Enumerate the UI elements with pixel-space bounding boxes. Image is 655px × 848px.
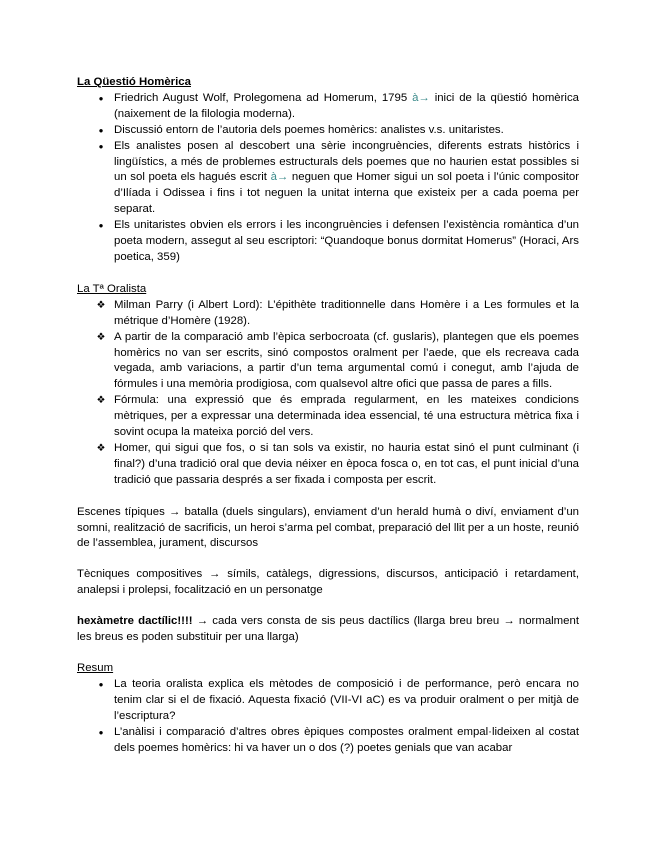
list-item: ● La teoria oralista explica els mètodes de composició i de performance, però encara no tenim clar si el de fixació. Aquesta fixació (VII-VI aC) es va produir oralment o per mitjà de l’escriptura? bbox=[77, 677, 579, 725]
diamond-bullet-icon bbox=[94, 393, 108, 409]
questio-list bbox=[77, 91, 579, 266]
section-title-questio-homerica: La Qüestió Homèrica bbox=[77, 76, 191, 88]
escenes-paragraph: Escenes típiques → batalla (duels singulars), enviament d’un herald humà o diví, enviament d’un somni, realització de sacrificis, un heroi s’arma pel combat, preparació del llit per a un hoste, reunió de l’assemblea, jurament, discursos bbox=[77, 505, 579, 550]
bullet-dot-icon bbox=[94, 123, 108, 139]
bullet-dot-icon bbox=[94, 725, 108, 741]
bullet-dot-icon bbox=[94, 91, 108, 107]
list-item: ❖ Milman Parry (i Albert Lord): L’épithète traditionnelle dans Homère i a Les formules et la métrique d’Homère (1928). bbox=[77, 298, 579, 330]
list-item: ● Els unitaristes obvien els errors i les incongruències i defensen l’existència romàntica d’un poeta modern, assegut al seu escriptori: “Quandoque bonus dormitat Homerus” (Horaci, Ars poetica, 359) bbox=[77, 218, 579, 266]
bullet-dot-icon bbox=[94, 677, 108, 693]
list-item: ● Discussió entorn de l’autoria dels poemes homèrics: analistes v.s. unitaristes. bbox=[77, 123, 579, 139]
tecniques-paragraph: Tècniques compositives → símils, catàlegs, digressions, discursos, anticipació i retardament, analepsi i prolepsi, focalització en un personatge bbox=[77, 568, 579, 597]
section-title-resum: Resum bbox=[77, 662, 114, 674]
hexametre-paragraph: hexàmetre dactílic!!!! → cada vers consta de sis peus dactílics (llarga breu breu → normalment les breus es poden substituir per una llarga) bbox=[77, 615, 580, 644]
hexametre-bold: hexàmetre dactílic!!!! bbox=[77, 615, 193, 628]
bullet-dot-icon bbox=[94, 218, 108, 234]
list-item: ● Friedrich August Wolf, Prolegomena ad Homerum, 1795 à→ inici de la qüestió homèrica (naixement de la filologia moderna). bbox=[77, 91, 579, 123]
oralista-list bbox=[77, 298, 579, 489]
document-body bbox=[77, 75, 579, 756]
resum-list bbox=[77, 677, 579, 757]
diamond-bullet-icon bbox=[94, 298, 108, 314]
bullet-dot-icon bbox=[94, 139, 108, 155]
arrow-symbol: à→ bbox=[412, 91, 430, 104]
diamond-bullet-icon bbox=[94, 441, 108, 457]
list-item: ● Els analistes posen al descobert una sèrie incongruències, diferents estrats històrics i lingüístics, a més de problemes estructurals dels poemes que no haurien estat possibles si un sol poeta els hagués escrit à→ neguen que Homer sigui un sol poeta i l’únic compositor d’Ilíada i Odissea i fins i tot neguen la unitat interna que existeix per a cada poema per separat. bbox=[77, 139, 579, 219]
list-item: ❖ Fórmula: una expressió que és emprada regularment, en les mateixes condicions mètriques, per a expressar una determinada idea essencial, té una estructura mètrica fixa i sovint ocupa la mateixa porció del vers. bbox=[77, 393, 579, 441]
diamond-bullet-icon bbox=[94, 330, 108, 346]
list-item: ❖ Homer, qui sigui que fos, o si tan sols va existir, no hauria estat sinó el punt culminant (i final?) d’una tradició oral que devia néixer en època fosca o, en tot cas, el punt inicial d’una tradició que passaria després a ser fixada i composta per escrit. bbox=[77, 441, 579, 489]
section-title-oralista: La Tª Oralista bbox=[77, 282, 147, 295]
list-item: ❖ A partir de la comparació amb l’èpica serbocroata (cf. guslaris), plantegen que els poemes homèrics no van ser escrits, sinó compostos oralment per l’aede, que els recreava cada vegada, amb variacions, a partir d’un tema argumental comú i conegut, amb l’ajuda de fórmules i una memòria prodigiosa, com qualsevol altre ofici que passa de pares a fills. bbox=[77, 330, 579, 394]
arrow-symbol: à→ bbox=[270, 171, 289, 184]
list-item: ● L’anàlisi i comparació d’altres obres èpiques compostes oralment empal·lideixen al costat dels poemes homèrics: hi va haver un o dos (?) poetes genials que van acabar bbox=[77, 725, 579, 757]
